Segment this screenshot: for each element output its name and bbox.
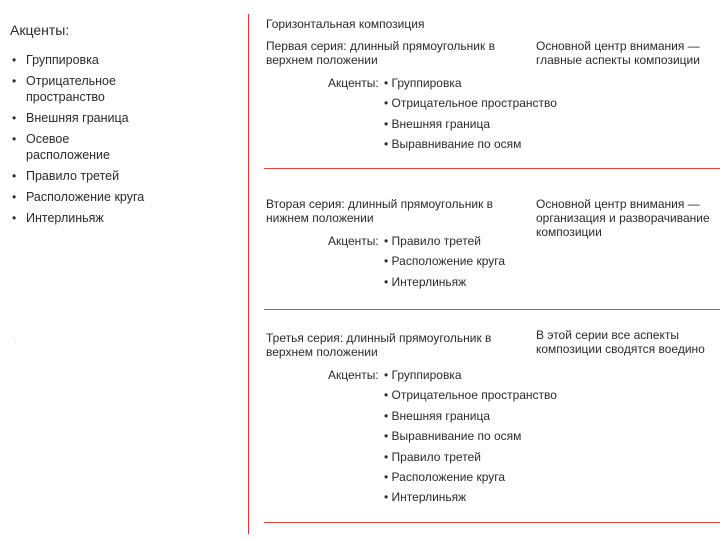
- section-rule-2: [264, 309, 720, 310]
- series-3-accent-item: • Правило третей: [384, 450, 584, 470]
- series-1-title: Первая серия: длинный прямоугольник в верхнем положении: [266, 39, 495, 67]
- left-accent-item: • Группировка: [10, 52, 150, 68]
- series-2-accents-label: Акценты:: [328, 234, 379, 248]
- left-accent-item: • Правило третей: [10, 168, 150, 184]
- series-3-accent-list: [384, 368, 584, 511]
- footnote: .: [14, 334, 17, 344]
- series-1-accent-item: • Внешняя граница: [384, 117, 584, 137]
- series-1-accents-label: Акценты:: [328, 76, 379, 90]
- series-3-accent-item: • Группировка: [384, 368, 584, 388]
- series-2-accent-item: • Правило третей: [384, 234, 584, 254]
- left-accent-item: • Осевое расположение: [10, 131, 150, 163]
- series-3-accents-label: Акценты:: [328, 368, 379, 382]
- series-3-accent-item: • Внешняя граница: [384, 409, 584, 429]
- series-2-accent-item: • Расположение круга: [384, 254, 584, 274]
- page-header: Горизонтальная композиция: [266, 17, 425, 31]
- left-accent-list: [10, 52, 150, 231]
- left-accent-item: • Интерлиньяж: [10, 210, 150, 226]
- section-rule-1: [264, 168, 720, 169]
- series-3-accent-item: • Выравнивание по осям: [384, 429, 584, 449]
- series-3-accent-item: • Отрицательное пространство: [384, 388, 584, 408]
- series-3-title: Третья серия: длинный прямоугольник в верхнем положении: [266, 331, 492, 359]
- section-rule-3: [264, 522, 720, 523]
- vertical-divider: [248, 14, 249, 534]
- series-1-accent-item: • Отрицательное пространство: [384, 96, 584, 116]
- series-3-accent-item: • Интерлиньяж: [384, 490, 584, 510]
- left-title: Акценты:: [10, 22, 70, 38]
- series-2-accent-item: • Интерлиньяж: [384, 275, 584, 295]
- left-accent-item: • Расположение круга: [10, 189, 150, 205]
- series-3-accent-item: • Расположение круга: [384, 470, 584, 490]
- series-1-accent-item: • Группировка: [384, 76, 584, 96]
- left-accent-item: • Отрицательное пространство: [10, 73, 150, 105]
- series-1-accent-item: • Выравнивание по осям: [384, 137, 584, 157]
- left-accent-item: • Внешняя граница: [10, 110, 150, 126]
- series-2-note: Основной центр внимания — организация и разворачивание композиции: [536, 197, 710, 239]
- series-2-title: Вторая серия: длинный прямоугольник в нижнем положении: [266, 197, 494, 225]
- series-1-accent-list: [384, 76, 584, 158]
- series-2-accent-list: [384, 234, 584, 295]
- series-3-note: В этой серии все аспекты композиции сводятся воедино: [536, 328, 705, 356]
- series-1-note: Основной центр внимания — главные аспекты композиции: [536, 39, 700, 67]
